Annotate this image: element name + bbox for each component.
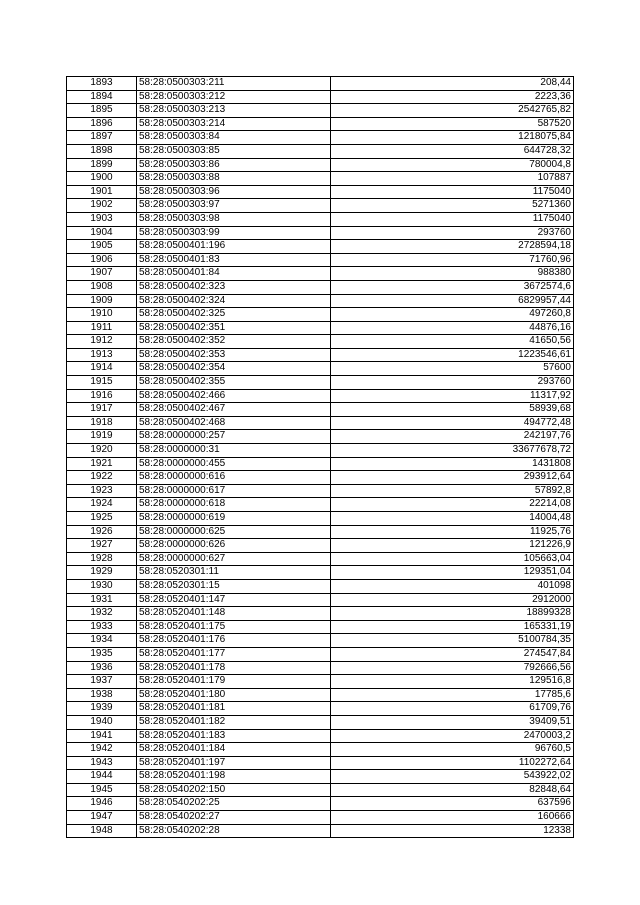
table-row <box>67 756 574 770</box>
row-number-cell: 1897 <box>67 131 137 145</box>
row-number-cell: 1931 <box>67 593 137 607</box>
cadastral-number-cell: 58:28:0520401:179 <box>137 675 331 689</box>
row-number-cell: 1898 <box>67 144 137 158</box>
table-row <box>67 620 574 634</box>
table-row <box>67 104 574 118</box>
cadastral-value-cell: 44876,16 <box>331 321 574 335</box>
row-number-cell: 1911 <box>67 321 137 335</box>
table-row <box>67 471 574 485</box>
cadastral-number-cell: 58:28:0500303:212 <box>137 90 331 104</box>
cadastral-value-cell: 587520 <box>331 117 574 131</box>
cadastral-value-cell: 58939,68 <box>331 403 574 417</box>
cadastral-value-cell: 41650,56 <box>331 335 574 349</box>
cadastral-number-cell: 58:28:0540202:27 <box>137 811 331 825</box>
table-row <box>67 389 574 403</box>
cadastral-value-cell: 1102272,64 <box>331 756 574 770</box>
table-row <box>67 552 574 566</box>
row-number-cell: 1943 <box>67 756 137 770</box>
cadastral-value-cell: 12338 <box>331 824 574 838</box>
row-number-cell: 1926 <box>67 525 137 539</box>
cadastral-value-cell: 107887 <box>331 172 574 186</box>
cadastral-value-cell: 2542765,82 <box>331 104 574 118</box>
cadastral-number-cell: 58:28:0500303:214 <box>137 117 331 131</box>
cadastral-value-cell: 1223546,61 <box>331 348 574 362</box>
cadastral-number-cell: 58:28:0520401:176 <box>137 634 331 648</box>
cadastral-number-cell: 58:28:0500303:88 <box>137 172 331 186</box>
table-row <box>67 607 574 621</box>
row-number-cell: 1925 <box>67 512 137 526</box>
cadastral-value-cell: 2223,36 <box>331 90 574 104</box>
cadastral-value-cell: 293760 <box>331 226 574 240</box>
row-number-cell: 1900 <box>67 172 137 186</box>
row-number-cell: 1915 <box>67 376 137 390</box>
cadastral-value-cell: 61709,76 <box>331 702 574 716</box>
table-row <box>67 444 574 458</box>
cadastral-value-cell: 129351,04 <box>331 566 574 580</box>
cadastral-number-cell: 58:28:0520401:147 <box>137 593 331 607</box>
cadastral-number-cell: 58:28:0500402:355 <box>137 376 331 390</box>
cadastral-value-cell: 129516,8 <box>331 675 574 689</box>
row-number-cell: 1927 <box>67 539 137 553</box>
cadastral-value-cell: 242197,76 <box>331 430 574 444</box>
row-number-cell: 1924 <box>67 498 137 512</box>
row-number-cell: 1928 <box>67 552 137 566</box>
row-number-cell: 1922 <box>67 471 137 485</box>
table-row <box>67 715 574 729</box>
row-number-cell: 1907 <box>67 267 137 281</box>
table-row <box>67 634 574 648</box>
cadastral-value-cell: 105663,04 <box>331 552 574 566</box>
row-number-cell: 1934 <box>67 634 137 648</box>
cadastral-value-cell: 780004,8 <box>331 158 574 172</box>
table-row <box>67 131 574 145</box>
cadastral-number-cell: 58:28:0520301:11 <box>137 566 331 580</box>
cadastral-value-cell: 165331,19 <box>331 620 574 634</box>
row-number-cell: 1920 <box>67 444 137 458</box>
cadastral-number-cell: 58:28:0500402:352 <box>137 335 331 349</box>
row-number-cell: 1896 <box>67 117 137 131</box>
cadastral-value-cell: 792666,56 <box>331 661 574 675</box>
row-number-cell: 1919 <box>67 430 137 444</box>
table-row <box>67 158 574 172</box>
cadastral-value-cell: 33677678,72 <box>331 444 574 458</box>
cadastral-number-cell: 58:28:0000000:31 <box>137 444 331 458</box>
cadastral-number-cell: 58:28:0500303:84 <box>137 131 331 145</box>
cadastral-number-cell: 58:28:0500401:196 <box>137 240 331 254</box>
row-number-cell: 1936 <box>67 661 137 675</box>
cadastral-number-cell: 58:28:0520401:183 <box>137 729 331 743</box>
cadastral-value-cell: 82848,64 <box>331 783 574 797</box>
row-number-cell: 1937 <box>67 675 137 689</box>
row-number-cell: 1914 <box>67 362 137 376</box>
table-row <box>67 362 574 376</box>
cadastral-number-cell: 58:28:0500303:98 <box>137 212 331 226</box>
cadastral-value-cell: 96760,5 <box>331 743 574 757</box>
table-row <box>67 212 574 226</box>
cadastral-number-cell: 58:28:0500303:99 <box>137 226 331 240</box>
table-row <box>67 457 574 471</box>
cadastral-number-cell: 58:28:0540202:28 <box>137 824 331 838</box>
cadastral-value-cell: 2470003,2 <box>331 729 574 743</box>
cadastral-value-cell: 2728594,18 <box>331 240 574 254</box>
cadastral-value-cell: 121226,9 <box>331 539 574 553</box>
cadastral-number-cell: 58:28:0500402:323 <box>137 280 331 294</box>
cadastral-value-cell: 208,44 <box>331 77 574 91</box>
cadastral-number-cell: 58:28:0500402:324 <box>137 294 331 308</box>
cadastral-number-cell: 58:28:0500303:211 <box>137 77 331 91</box>
cadastral-value-table <box>66 76 574 838</box>
table-row <box>67 811 574 825</box>
cadastral-number-cell: 58:28:0520401:175 <box>137 620 331 634</box>
table-row <box>67 688 574 702</box>
table-row <box>67 240 574 254</box>
row-number-cell: 1941 <box>67 729 137 743</box>
row-number-cell: 1906 <box>67 253 137 267</box>
cadastral-value-cell: 293912,64 <box>331 471 574 485</box>
cadastral-number-cell: 58:28:0520401:182 <box>137 715 331 729</box>
row-number-cell: 1945 <box>67 783 137 797</box>
table-row <box>67 498 574 512</box>
row-number-cell: 1921 <box>67 457 137 471</box>
cadastral-number-cell: 58:28:0000000:625 <box>137 525 331 539</box>
cadastral-number-cell: 58:28:0500401:84 <box>137 267 331 281</box>
row-number-cell: 1932 <box>67 607 137 621</box>
row-number-cell: 1912 <box>67 335 137 349</box>
cadastral-number-cell: 58:28:0520401:198 <box>137 770 331 784</box>
cadastral-number-cell: 58:28:0000000:626 <box>137 539 331 553</box>
cadastral-number-cell: 58:28:0000000:617 <box>137 484 331 498</box>
row-number-cell: 1947 <box>67 811 137 825</box>
cadastral-number-cell: 58:28:0500402:467 <box>137 403 331 417</box>
cadastral-value-cell: 497260,8 <box>331 308 574 322</box>
table-row <box>67 376 574 390</box>
cadastral-value-cell: 1218075,84 <box>331 131 574 145</box>
row-number-cell: 1917 <box>67 403 137 417</box>
cadastral-number-cell: 58:28:0520401:184 <box>137 743 331 757</box>
cadastral-number-cell: 58:28:0520401:197 <box>137 756 331 770</box>
cadastral-number-cell: 58:28:0500401:83 <box>137 253 331 267</box>
cadastral-value-cell: 293760 <box>331 376 574 390</box>
table-row <box>67 430 574 444</box>
table-row <box>67 661 574 675</box>
table-row <box>67 797 574 811</box>
table-row <box>67 539 574 553</box>
table-row <box>67 743 574 757</box>
cadastral-value-cell: 1431808 <box>331 457 574 471</box>
row-number-cell: 1905 <box>67 240 137 254</box>
row-number-cell: 1946 <box>67 797 137 811</box>
row-number-cell: 1935 <box>67 647 137 661</box>
cadastral-number-cell: 58:28:0520401:148 <box>137 607 331 621</box>
table-row <box>67 824 574 838</box>
row-number-cell: 1933 <box>67 620 137 634</box>
cadastral-value-cell: 11317,92 <box>331 389 574 403</box>
row-number-cell: 1930 <box>67 579 137 593</box>
cadastral-number-cell: 58:28:0000000:455 <box>137 457 331 471</box>
cadastral-value-cell: 274547,84 <box>331 647 574 661</box>
table-row <box>67 512 574 526</box>
cadastral-value-cell: 22214,08 <box>331 498 574 512</box>
row-number-cell: 1938 <box>67 688 137 702</box>
row-number-cell: 1901 <box>67 185 137 199</box>
cadastral-number-cell: 58:28:0000000:257 <box>137 430 331 444</box>
table-row <box>67 226 574 240</box>
row-number-cell: 1903 <box>67 212 137 226</box>
cadastral-value-cell: 57600 <box>331 362 574 376</box>
table-row <box>67 172 574 186</box>
cadastral-value-cell: 1175040 <box>331 185 574 199</box>
table-row <box>67 484 574 498</box>
cadastral-number-cell: 58:28:0500402:351 <box>137 321 331 335</box>
table-row <box>67 308 574 322</box>
row-number-cell: 1948 <box>67 824 137 838</box>
row-number-cell: 1899 <box>67 158 137 172</box>
table-row <box>67 90 574 104</box>
cadastral-value-cell: 39409,51 <box>331 715 574 729</box>
cadastral-number-cell: 58:28:0540202:150 <box>137 783 331 797</box>
table-row <box>67 294 574 308</box>
cadastral-number-cell: 58:28:0500402:354 <box>137 362 331 376</box>
cadastral-value-cell: 17785,6 <box>331 688 574 702</box>
cadastral-number-cell: 58:28:0000000:616 <box>137 471 331 485</box>
cadastral-number-cell: 58:28:0520401:180 <box>137 688 331 702</box>
cadastral-number-cell: 58:28:0520401:181 <box>137 702 331 716</box>
cadastral-number-cell: 58:28:0500402:468 <box>137 416 331 430</box>
row-number-cell: 1939 <box>67 702 137 716</box>
cadastral-value-cell: 1175040 <box>331 212 574 226</box>
cadastral-value-cell: 71760,96 <box>331 253 574 267</box>
cadastral-number-cell: 58:28:0500303:97 <box>137 199 331 213</box>
cadastral-value-cell: 11925,76 <box>331 525 574 539</box>
cadastral-value-cell: 18899328 <box>331 607 574 621</box>
table-row <box>67 783 574 797</box>
row-number-cell: 1902 <box>67 199 137 213</box>
table-row <box>67 770 574 784</box>
table-row <box>67 675 574 689</box>
table-row <box>67 729 574 743</box>
table-row <box>67 267 574 281</box>
table-row <box>67 702 574 716</box>
cadastral-value-cell: 494772,48 <box>331 416 574 430</box>
table-row <box>67 416 574 430</box>
cadastral-value-cell: 14004,48 <box>331 512 574 526</box>
table-body <box>67 77 574 838</box>
table-row <box>67 144 574 158</box>
cadastral-value-cell: 644728,32 <box>331 144 574 158</box>
row-number-cell: 1894 <box>67 90 137 104</box>
table-row <box>67 253 574 267</box>
cadastral-number-cell: 58:28:0000000:618 <box>137 498 331 512</box>
cadastral-value-cell: 5271360 <box>331 199 574 213</box>
cadastral-number-cell: 58:28:0520401:177 <box>137 647 331 661</box>
table-row <box>67 199 574 213</box>
row-number-cell: 1944 <box>67 770 137 784</box>
cadastral-number-cell: 58:28:0500402:353 <box>137 348 331 362</box>
table-row <box>67 403 574 417</box>
cadastral-value-cell: 57892,8 <box>331 484 574 498</box>
table-row <box>67 593 574 607</box>
cadastral-number-cell: 58:28:0540202:25 <box>137 797 331 811</box>
cadastral-number-cell: 58:28:0000000:627 <box>137 552 331 566</box>
table-row <box>67 321 574 335</box>
row-number-cell: 1909 <box>67 294 137 308</box>
row-number-cell: 1940 <box>67 715 137 729</box>
cadastral-number-cell: 58:28:0500402:466 <box>137 389 331 403</box>
cadastral-value-cell: 2912000 <box>331 593 574 607</box>
cadastral-value-cell: 6829957,44 <box>331 294 574 308</box>
table-row <box>67 77 574 91</box>
cadastral-number-cell: 58:28:0000000:619 <box>137 512 331 526</box>
row-number-cell: 1916 <box>67 389 137 403</box>
cadastral-number-cell: 58:28:0500303:213 <box>137 104 331 118</box>
cadastral-number-cell: 58:28:0500303:96 <box>137 185 331 199</box>
cadastral-number-cell: 58:28:0500402:325 <box>137 308 331 322</box>
table-row <box>67 335 574 349</box>
cadastral-number-cell: 58:28:0500303:86 <box>137 158 331 172</box>
row-number-cell: 1910 <box>67 308 137 322</box>
cadastral-number-cell: 58:28:0520301:15 <box>137 579 331 593</box>
row-number-cell: 1913 <box>67 348 137 362</box>
cadastral-value-cell: 988380 <box>331 267 574 281</box>
cadastral-value-cell: 401098 <box>331 579 574 593</box>
table-row <box>67 579 574 593</box>
row-number-cell: 1895 <box>67 104 137 118</box>
cadastral-number-cell: 58:28:0500303:85 <box>137 144 331 158</box>
cadastral-value-cell: 160666 <box>331 811 574 825</box>
table-row <box>67 117 574 131</box>
row-number-cell: 1923 <box>67 484 137 498</box>
table-row <box>67 566 574 580</box>
table-row <box>67 185 574 199</box>
cadastral-value-cell: 637596 <box>331 797 574 811</box>
row-number-cell: 1908 <box>67 280 137 294</box>
table-row <box>67 280 574 294</box>
cadastral-value-cell: 3672574,6 <box>331 280 574 294</box>
row-number-cell: 1893 <box>67 77 137 91</box>
row-number-cell: 1929 <box>67 566 137 580</box>
cadastral-value-cell: 543922,02 <box>331 770 574 784</box>
cadastral-number-cell: 58:28:0520401:178 <box>137 661 331 675</box>
cadastral-value-cell: 5100784,35 <box>331 634 574 648</box>
table-row <box>67 525 574 539</box>
row-number-cell: 1904 <box>67 226 137 240</box>
row-number-cell: 1942 <box>67 743 137 757</box>
table-row <box>67 348 574 362</box>
table-row <box>67 647 574 661</box>
row-number-cell: 1918 <box>67 416 137 430</box>
